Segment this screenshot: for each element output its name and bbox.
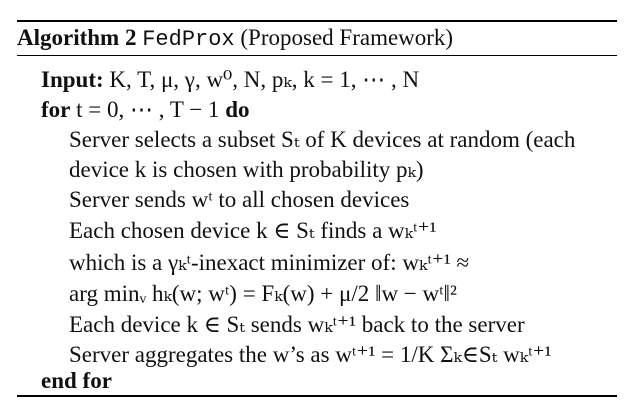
end-for-keyword: end for: [41, 368, 112, 393]
bottom-rule: [17, 395, 617, 397]
do-keyword: do: [225, 97, 250, 122]
send-line: Server sends wᵗ to all chosen devices: [69, 187, 410, 212]
input-keyword: Input:: [41, 67, 104, 92]
aggregate-line: Server aggregates the w’s as wᵗ⁺¹ = 1/K Σₖ∈Sₜ wₖᵗ⁺¹: [69, 342, 552, 367]
for-line: [41, 95, 249, 125]
find-line-1: Each chosen device k ∈ Sₜ finds a wₖᵗ⁺¹: [69, 218, 437, 243]
input-line: [41, 65, 419, 95]
input-parameters: K, T, μ, γ, w⁰, N, pₖ, k = 1, ⋯ , N: [109, 67, 420, 92]
algorithm-label: Algorithm 2: [17, 25, 137, 50]
algorithm-caption: [17, 23, 453, 53]
algorithm-box: [17, 17, 617, 397]
find-line-2: which is a γₖᵗ-inexact minimizer of: wₖᵗ⁺¹ ≈: [69, 250, 470, 275]
select-line-1: Server selects a subset Sₜ of K devices at random (each: [69, 127, 576, 152]
algorithm-name: FedProx: [142, 27, 235, 52]
algorithm-subtitle: (Proposed Framework): [240, 25, 454, 50]
select-line-2: device k is chosen with probability pₖ): [69, 157, 424, 182]
caption-rule: [17, 55, 617, 56]
for-range: t = 0, ⋯ , T − 1: [76, 97, 220, 122]
find-line-3: arg minᵥ hₖ(w; wᵗ) = Fₖ(w) + μ/2 ‖w − wᵗ‖²: [69, 281, 457, 306]
sendback-line: Each device k ∈ Sₜ sends wₖᵗ⁺¹ back to the server: [69, 312, 525, 337]
for-keyword: for: [41, 97, 71, 122]
top-rule: [17, 20, 617, 22]
